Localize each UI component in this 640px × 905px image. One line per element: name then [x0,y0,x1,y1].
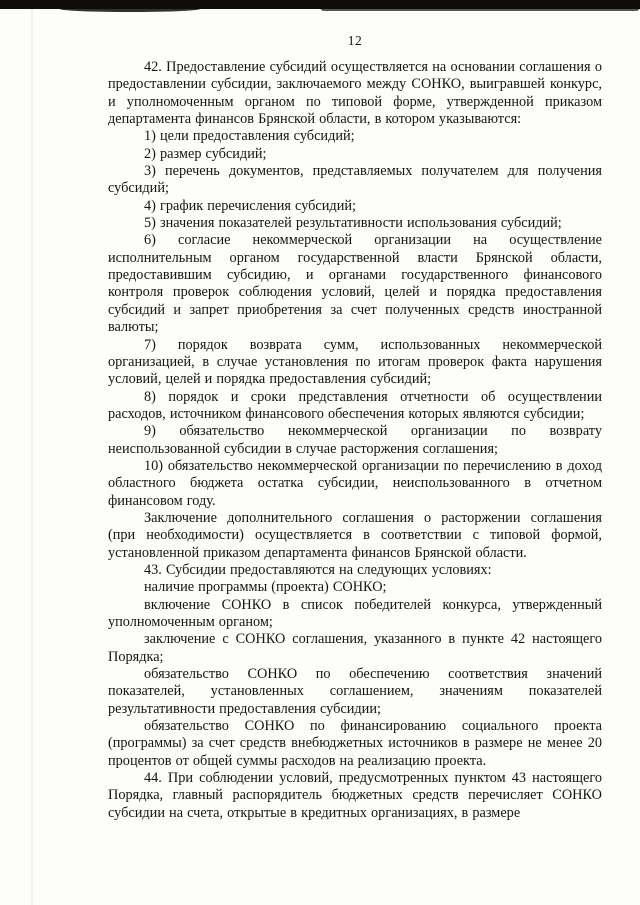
list-item: включение СОНКО в список победителей конкурса, утвержденный уполномоченным органом; [108,596,602,630]
list-item: 10) обязательство некоммерческой организации по перечислению в доход областного бюджета остатка субсидии, неиспользованного в отчетном финансовом году. [108,457,602,509]
list-item: обязательство СОНКО по обеспечению соответствия значений показателей, установленных соглашением, значениям показателей результативности предоставления субсидии; [108,666,602,717]
list-item: 3) перечень документов, представляемых получателем для получения субсидий; [108,163,602,197]
page-number: 12 [347,33,363,48]
list-item: 4) график перечисления субсидий; [144,197,356,214]
document-body [108,59,602,822]
list-item: обязательство СОНКО по финансированию социального проекта (программы) за счет средств внебюджетных источников в размере не менее 20 процентов от общей суммы расходов на реализацию проекта. [108,718,602,769]
paragraph: 43. Субсидии предоставляются на следующих условиях: [144,561,492,578]
list-item: наличие программы (проекта) СОНКО; [144,579,387,596]
scan-edge-artifact [0,0,640,9]
list-item: 1) цели предоставления субсидий; [144,128,355,145]
list-item: 6) согласие некоммерческой организации на осуществление исполнительным органом государственной власти Брянской области, предоставившим субсидию, и органами государственного финансового контроля проверок соблюдения условий, целей и порядка предоставления субсидий и запрет приобретения за счет полученных средств иностранной валюты; [108,232,602,336]
list-item: 2) размер субсидий; [144,145,267,162]
list-item: заключение с СОНКО соглашения, указанного в пункте 42 настоящего Порядка; [108,631,602,665]
list-item: 7) порядок возврата сумм, использованных некоммерческой организацией, в случае установления по итогам проверок факта нарушения условий, целей и порядка предоставления субсидий; [108,336,602,388]
list-item: 8) порядок и сроки представления отчетности об осуществлении расходов, источником финансового обеспечения которых являются субсидии; [108,388,602,422]
list-item: 9) обязательство некоммерческой организации по возврату неиспользованной субсидии в случае расторжения соглашения; [108,423,602,457]
paragraph: 42. Предоставление субсидий осуществляется на основании соглашения о предоставлении субсидии, заключаемого между СОНКО, выигравшей конкурс, и уполномоченным органом по типовой форме, утвержденной приказом департамента финансов Брянской области, в котором указываются: [108,59,602,128]
scan-crease [31,9,33,905]
list-item: 5) значения показателей результативности использования субсидий; [144,215,562,232]
paragraph: 44. При соблюдении условий, предусмотренных пунктом 43 настоящего Порядка, главный распорядитель бюджетных средств перечисляет СОНКО субсидии на счета, открытые в кредитных организациях, в размере [108,770,602,821]
paragraph: Заключение дополнительного соглашения о расторжении соглашения (при необходимости) осуществляется в соответствии с типовой формой, установленной приказом департамента финансов Брянской области. [108,509,602,561]
